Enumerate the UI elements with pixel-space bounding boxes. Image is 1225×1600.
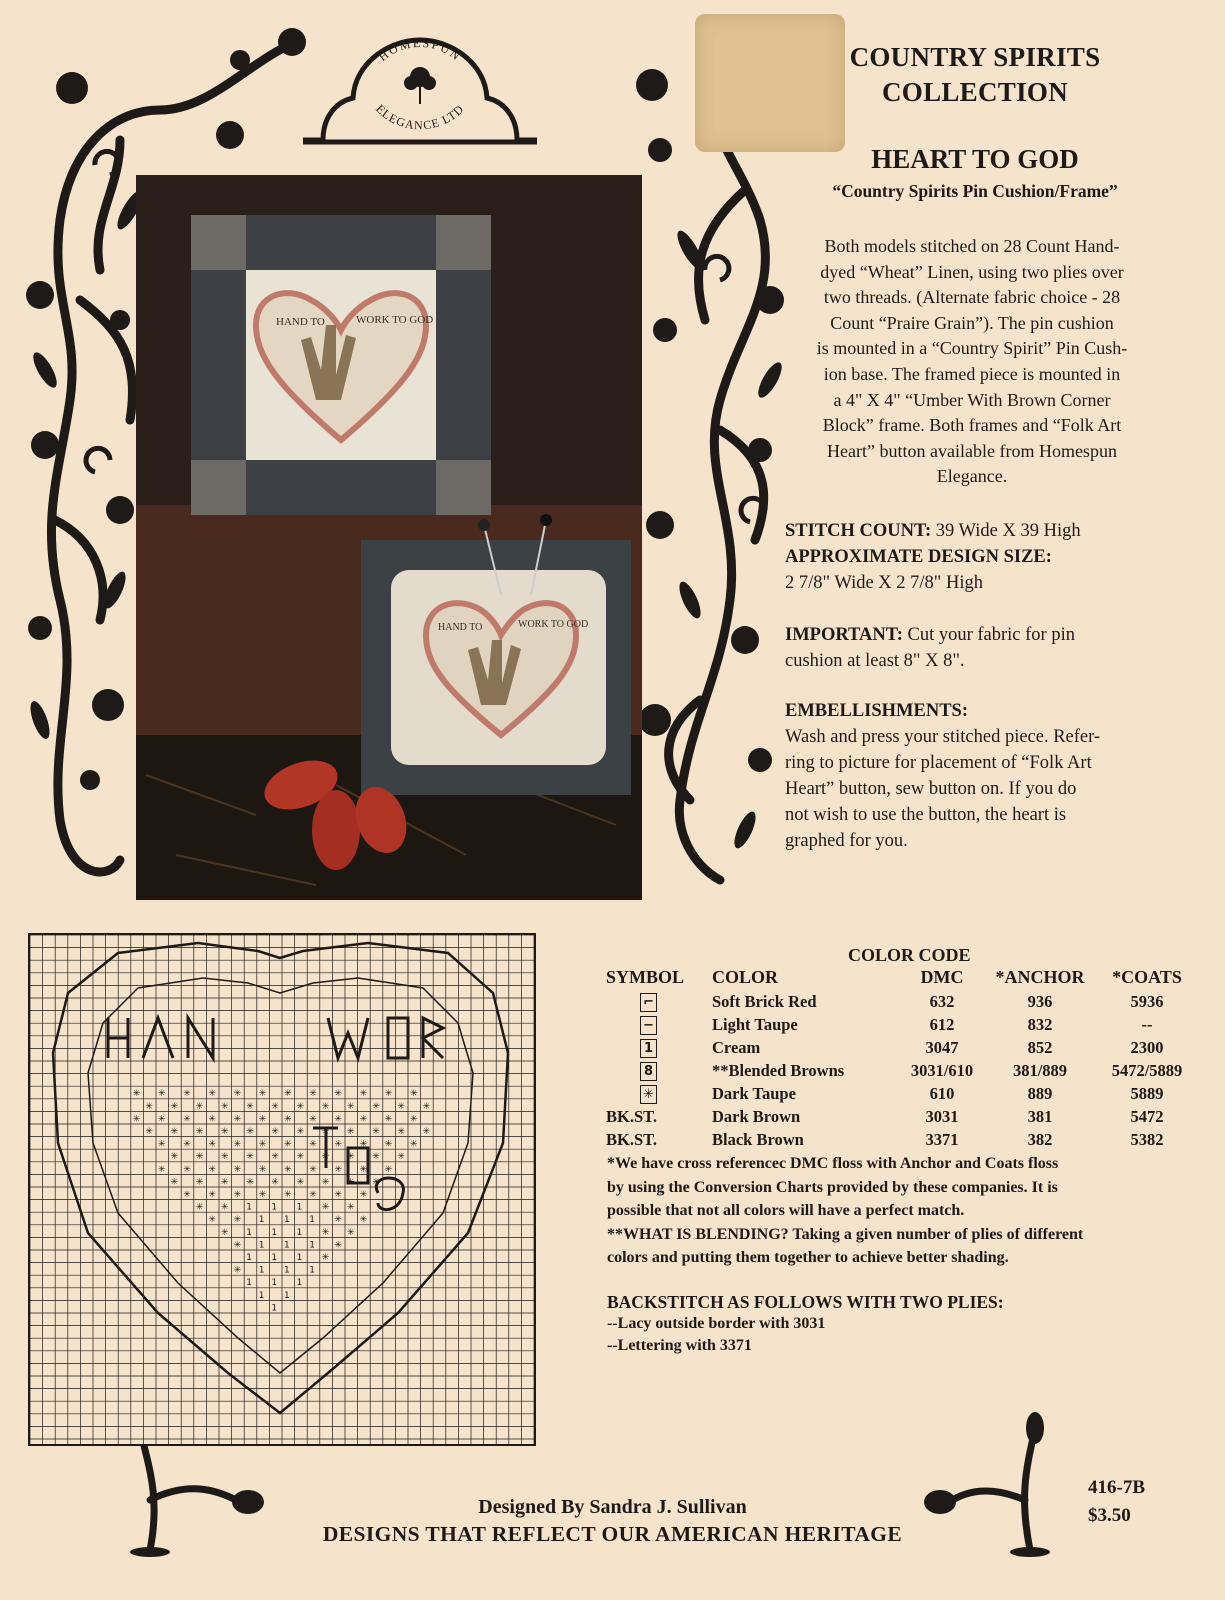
important-text: Cut your fabric for pin bbox=[907, 625, 1075, 645]
stitch-symbol: ✳ bbox=[334, 1114, 342, 1125]
cell-symbol bbox=[606, 1105, 712, 1128]
stitch-count-value: 39 Wide X 39 High bbox=[935, 521, 1081, 541]
description-line: a 4" X 4" “Umber With Brown Corner bbox=[833, 389, 1111, 410]
description-line: Elegance. bbox=[936, 466, 1008, 487]
stitch-symbol: ✳ bbox=[170, 1101, 179, 1112]
stitch-symbol: 1 bbox=[284, 1290, 290, 1301]
stitch-symbol: ✳ bbox=[309, 1190, 317, 1200]
stitch-symbol: ✳ bbox=[170, 1152, 179, 1163]
cell-dmc: 3371 bbox=[925, 1129, 959, 1149]
stitch-symbol: ✳ bbox=[284, 1089, 292, 1100]
stitch-symbol: ✳ bbox=[208, 1139, 216, 1150]
stitch-symbol: ✳ bbox=[334, 1190, 342, 1200]
stitch-symbol: ✳ bbox=[397, 1101, 405, 1112]
photo-cushion-text-a: HAND TO bbox=[438, 622, 483, 633]
stitch-symbol: ✳ bbox=[334, 1240, 342, 1251]
backstitch-title: BACKSTITCH AS FOLLOWS WITH TWO PLIES: bbox=[607, 1292, 1004, 1312]
stitch-symbol: 1 bbox=[246, 1202, 252, 1213]
stitch-symbol: 1 bbox=[246, 1278, 252, 1289]
pattern-number: 416-7B bbox=[1088, 1477, 1145, 1498]
stitch-symbol: ✳ bbox=[195, 1152, 204, 1163]
stitch-symbol: 1 bbox=[296, 1253, 303, 1263]
cell-anchor: 381 bbox=[1027, 1106, 1053, 1126]
product-photo bbox=[136, 175, 642, 900]
stitch-symbol: ✳ bbox=[410, 1114, 418, 1125]
stitch-symbol: ✳ bbox=[195, 1177, 204, 1188]
collection-title-line: COLLECTION bbox=[881, 77, 1069, 107]
color-row bbox=[606, 1059, 1202, 1082]
floss-notes bbox=[607, 1152, 1177, 1270]
stitch-symbol: ✳ bbox=[195, 1202, 204, 1213]
logo-top-text: HOMESPUN bbox=[375, 35, 465, 65]
stitch-symbol: ✳ bbox=[271, 1152, 279, 1163]
stitch-symbol: ✳ bbox=[284, 1114, 292, 1125]
stitch-symbol: ✳ bbox=[284, 1190, 292, 1200]
stitch-symbol: ✳ bbox=[233, 1240, 242, 1251]
stitch-symbol: 1 bbox=[258, 1290, 265, 1301]
stitch-symbol: 1 bbox=[309, 1215, 315, 1226]
stitch-symbol: 1 bbox=[246, 1253, 252, 1263]
design-size-label: APPROXIMATE DESIGN SIZE: bbox=[785, 547, 1052, 567]
cell-coats: 5472/5889 bbox=[1111, 1060, 1183, 1080]
stitch-symbol: ✳ bbox=[384, 1114, 393, 1125]
stitch-symbol: ✳ bbox=[410, 1139, 418, 1150]
stitch-symbol: ✳ bbox=[372, 1152, 380, 1163]
cell-coats: 5889 bbox=[1130, 1083, 1164, 1103]
stitch-symbol: 1 bbox=[296, 1202, 303, 1213]
important-label: IMPORTANT: bbox=[785, 625, 903, 645]
tree-icon bbox=[405, 68, 435, 104]
stitch-symbol: ✳ bbox=[258, 1139, 267, 1150]
stitch-symbol: ✳ bbox=[321, 1202, 330, 1213]
stitch-symbol: 1 bbox=[309, 1265, 315, 1276]
stitch-symbol: ✳ bbox=[347, 1177, 355, 1188]
photo-cushion-text-b: WORK TO GOD bbox=[518, 619, 589, 630]
stitch-symbol: 1 bbox=[309, 1240, 315, 1251]
homespun-elegance-logo bbox=[295, 22, 545, 152]
stitch-specs bbox=[785, 518, 1185, 596]
svg-text:ELEGANCE LTD bbox=[373, 102, 467, 133]
stitch-symbol: ✳ bbox=[258, 1164, 267, 1175]
photo-frame-text-a: HAND TO bbox=[276, 316, 325, 328]
stitch-symbol: 1 bbox=[284, 1265, 290, 1276]
stitch-symbol: ✳ bbox=[233, 1139, 242, 1150]
cell-dmc: 3031/610 bbox=[910, 1060, 974, 1080]
stitch-symbol: ✳ bbox=[347, 1152, 355, 1163]
svg-text:HOMESPUN bbox=[376, 36, 464, 64]
important-note bbox=[785, 622, 1165, 674]
collection-title bbox=[810, 40, 1140, 110]
stitch-symbol: ✳ bbox=[296, 1177, 305, 1188]
stitch-symbol: 1 bbox=[258, 1265, 265, 1276]
cell-anchor: 381/889 bbox=[1012, 1060, 1068, 1080]
stitch-symbol: ✳ bbox=[372, 1101, 380, 1112]
important-text: cushion at least 8" X 8". bbox=[785, 651, 965, 671]
stitch-symbol: ✳ bbox=[347, 1101, 355, 1112]
cell-symbol bbox=[606, 1059, 712, 1082]
cell-dmc: 632 bbox=[929, 991, 955, 1011]
header-color: COLOR bbox=[712, 966, 779, 987]
note-line: **WHAT IS BLENDING? Taking a given number of plies of different bbox=[607, 1225, 1084, 1243]
note-line: by using the Conversion Charts provided by these companies. It is bbox=[607, 1178, 1058, 1196]
stitch-symbol: ✳ bbox=[309, 1139, 317, 1150]
stitch-symbol: ✳ bbox=[309, 1114, 317, 1125]
stitch-symbol: ✳ bbox=[359, 1139, 368, 1150]
stitch-symbol: ✳ bbox=[384, 1089, 393, 1100]
cell-coats: 2300 bbox=[1130, 1037, 1164, 1057]
color-code-table bbox=[606, 966, 1202, 1151]
backstitch-lines bbox=[607, 1313, 825, 1357]
stitch-symbol: ✳ bbox=[284, 1139, 292, 1150]
description-line: Block” frame. Both frames and “Folk Art bbox=[822, 415, 1122, 436]
color-table-header bbox=[606, 966, 1202, 990]
stitch-symbol: ✳ bbox=[208, 1215, 216, 1226]
stitch-symbol: ✳ bbox=[334, 1164, 342, 1175]
stitch-symbol: ✳ bbox=[296, 1127, 305, 1137]
note-line: possible that not all colors will have a perfect match. bbox=[607, 1202, 965, 1219]
cell-coats: 5382 bbox=[1130, 1129, 1164, 1149]
embellishments-label: EMBELLISHMENTS: bbox=[785, 701, 968, 721]
stitch-symbol: ✳ bbox=[271, 1101, 279, 1112]
stitch-symbol: ✳ bbox=[372, 1127, 380, 1137]
cell-symbol bbox=[606, 990, 712, 1013]
cell-coats: 5936 bbox=[1130, 991, 1164, 1011]
photo-frame-text-b: WORK TO GOD bbox=[356, 314, 434, 326]
stitch-symbol: ✳ bbox=[321, 1101, 330, 1112]
stitch-symbol: ✳ bbox=[170, 1177, 179, 1188]
stitch-symbol: ✳ bbox=[221, 1202, 229, 1213]
cell-symbol bbox=[606, 1013, 712, 1036]
stitch-symbol: ✳ bbox=[321, 1127, 330, 1137]
header-anchor: *ANCHOR bbox=[995, 966, 1085, 987]
cell-anchor: 832 bbox=[1027, 1014, 1053, 1034]
stitch-symbol: ✳ bbox=[410, 1089, 418, 1100]
description-line: Both models stitched on 28 Count Hand- bbox=[824, 236, 1120, 256]
header-coats: *COATS bbox=[1112, 966, 1182, 987]
embellishments-line: not wish to use the button, the heart is bbox=[785, 805, 1067, 825]
description-line: Heart” button available from Homespun bbox=[827, 440, 1117, 461]
stitch-symbol: ✳ bbox=[359, 1114, 368, 1125]
design-size-value: 2 7/8" Wide X 2 7/8" High bbox=[785, 573, 983, 593]
stitch-symbol: 1 bbox=[284, 1215, 290, 1226]
stitch-symbol: ✳ bbox=[384, 1139, 393, 1150]
design-subtitle: “Country Spirits Pin Cushion/Frame” bbox=[832, 181, 1118, 201]
stitch-symbol: ✳ bbox=[132, 1114, 141, 1125]
cell-color: **Blended Browns bbox=[712, 1060, 845, 1080]
stitch-symbol: ✳ bbox=[158, 1089, 166, 1100]
stitch-count-label: STITCH COUNT: bbox=[785, 521, 932, 541]
description bbox=[784, 234, 1160, 490]
color-row bbox=[606, 1105, 1202, 1128]
cell-anchor: 382 bbox=[1027, 1129, 1053, 1149]
stitch-symbol: 1 bbox=[258, 1215, 265, 1226]
stitch-symbol: ✳ bbox=[296, 1101, 305, 1112]
stitch-symbol: ✳ bbox=[233, 1089, 242, 1100]
stitch-symbol: ✳ bbox=[321, 1253, 330, 1263]
stitch-symbol: ✳ bbox=[359, 1164, 368, 1175]
embellishments-line: graphed for you. bbox=[785, 831, 908, 851]
stitch-symbol: ✳ bbox=[271, 1177, 279, 1188]
description-line: dyed “Wheat” Linen, using two plies over bbox=[820, 261, 1124, 282]
description-line: Count “Praire Grain”). The pin cushion bbox=[830, 312, 1114, 333]
cell-dmc: 3031 bbox=[925, 1106, 959, 1126]
embellishments bbox=[785, 698, 1165, 854]
stitch-symbol: ✳ bbox=[334, 1215, 342, 1226]
stitch-symbol: ✳ bbox=[422, 1101, 431, 1112]
stitch-symbol: ✳ bbox=[246, 1152, 254, 1163]
stitch-symbol: ✳ bbox=[233, 1215, 242, 1226]
symbol-box: 8 bbox=[640, 1062, 657, 1081]
cell-color: Dark Brown bbox=[712, 1106, 801, 1126]
cell-dmc: 3047 bbox=[925, 1037, 959, 1057]
stitch-symbol: ✳ bbox=[359, 1215, 368, 1226]
stitch-symbol: ✳ bbox=[158, 1164, 166, 1175]
stitch-symbol: ✳ bbox=[258, 1114, 267, 1125]
header-dmc: DMC bbox=[920, 966, 964, 987]
stitch-symbol: ✳ bbox=[271, 1127, 279, 1137]
symbol-label: BK.ST. bbox=[606, 1106, 658, 1126]
stitch-symbol: ✳ bbox=[246, 1177, 254, 1188]
cell-coats: -- bbox=[1141, 1014, 1153, 1034]
symbol-box: 1 bbox=[640, 1039, 657, 1058]
logo-bottom-text: ELEGANCE LTD bbox=[373, 101, 467, 133]
cell-symbol bbox=[606, 1082, 712, 1105]
stitch-symbol: ✳ bbox=[321, 1177, 330, 1188]
note-line: colors and putting them together to achieve better shading. bbox=[607, 1249, 1009, 1266]
stitch-symbol: 1 bbox=[271, 1278, 278, 1289]
stitch-symbol: ✳ bbox=[221, 1177, 229, 1188]
description-line: two threads. (Alternate fabric choice - 28 bbox=[823, 287, 1121, 308]
stitch-symbol: ✳ bbox=[221, 1101, 229, 1112]
chart-grid bbox=[30, 935, 534, 1444]
stitch-symbol: ✳ bbox=[334, 1139, 342, 1150]
color-row bbox=[606, 1082, 1202, 1105]
stitch-symbol: ✳ bbox=[321, 1152, 330, 1163]
stitch-symbol: ✳ bbox=[334, 1089, 342, 1100]
stitch-symbol: ✳ bbox=[208, 1164, 216, 1175]
stitch-symbol: ✳ bbox=[183, 1089, 191, 1100]
designer-credit: Designed By Sandra J. Sullivan bbox=[478, 1496, 747, 1518]
embellishments-line: Wash and press your stitched piece. Refer- bbox=[785, 727, 1101, 747]
stitch-symbol: 1 bbox=[246, 1227, 252, 1238]
stitch-symbol: ✳ bbox=[397, 1127, 405, 1137]
backstitch-line: --Lacy outside border with 3031 bbox=[607, 1315, 826, 1332]
stitch-symbol: ✳ bbox=[309, 1089, 317, 1100]
stitch-symbol: ✳ bbox=[145, 1127, 153, 1137]
stitch-symbol: 1 bbox=[296, 1227, 303, 1238]
stitch-symbol: ✳ bbox=[195, 1127, 204, 1137]
color-row bbox=[606, 1036, 1202, 1059]
stitch-symbol: ✳ bbox=[158, 1114, 166, 1125]
stitch-symbol: 1 bbox=[296, 1278, 303, 1289]
cell-dmc: 612 bbox=[929, 1014, 955, 1034]
stitch-symbol: ✳ bbox=[347, 1202, 355, 1213]
stitch-symbol: ✳ bbox=[347, 1227, 355, 1238]
embellishments-line: ring to picture for placement of “Folk Art bbox=[785, 753, 1092, 773]
stitch-symbol: ✳ bbox=[221, 1127, 229, 1137]
stitch-symbol: 1 bbox=[258, 1240, 265, 1251]
stitch-symbol: 1 bbox=[284, 1240, 290, 1251]
stitch-symbol: ✳ bbox=[183, 1164, 191, 1175]
stitch-symbol: ✳ bbox=[195, 1101, 204, 1112]
stitch-symbol: ✳ bbox=[233, 1164, 242, 1175]
symbol-label: BK.ST. bbox=[606, 1129, 658, 1149]
stitch-symbol: 1 bbox=[271, 1202, 278, 1213]
stitch-symbol: ✳ bbox=[183, 1114, 191, 1125]
symbol-box: ⌐ bbox=[640, 993, 657, 1012]
stitch-symbol: ✳ bbox=[359, 1089, 368, 1100]
stitch-symbol: ✳ bbox=[359, 1190, 368, 1200]
stitch-symbol: ✳ bbox=[221, 1152, 229, 1163]
cell-color: Black Brown bbox=[712, 1129, 804, 1149]
color-code-title: COLOR CODE bbox=[848, 945, 971, 965]
stitch-symbol: ✳ bbox=[208, 1190, 216, 1200]
stitch-symbol: ✳ bbox=[132, 1089, 141, 1100]
stitch-symbol: ✳ bbox=[258, 1190, 267, 1200]
cell-dmc: 610 bbox=[929, 1083, 955, 1103]
stitch-symbol: ✳ bbox=[246, 1127, 254, 1137]
cell-color: Cream bbox=[712, 1037, 761, 1057]
description-line: is mounted in a “Country Spirit” Pin Cush- bbox=[816, 338, 1128, 359]
cell-anchor: 936 bbox=[1027, 991, 1053, 1011]
cross-stitch-chart bbox=[28, 933, 536, 1446]
color-row bbox=[606, 1128, 1202, 1151]
tagline: DESIGNS THAT REFLECT OUR AMERICAN HERITAGE bbox=[322, 1522, 903, 1546]
description-line: ion base. The framed piece is mounted in bbox=[823, 363, 1121, 384]
header-symbol: SYMBOL bbox=[606, 966, 685, 987]
design-title: HEART TO GOD bbox=[871, 144, 1079, 174]
cell-symbol bbox=[606, 1036, 712, 1059]
stitch-symbol: ✳ bbox=[309, 1164, 317, 1175]
cell-color: Light Taupe bbox=[712, 1014, 798, 1034]
stitch-symbol: ✳ bbox=[183, 1139, 191, 1150]
stitch-symbol: ✳ bbox=[158, 1139, 166, 1150]
stitch-symbol: ✳ bbox=[284, 1164, 292, 1175]
stitch-symbol: ✳ bbox=[233, 1190, 242, 1200]
stitch-symbol: ✳ bbox=[422, 1127, 431, 1137]
embellishments-line: Heart” button, sew button on. If you do bbox=[785, 779, 1077, 799]
stitch-symbol: ✳ bbox=[321, 1227, 330, 1238]
stitch-symbol: ✳ bbox=[347, 1127, 355, 1137]
stitch-symbol: ✳ bbox=[384, 1164, 393, 1175]
stitch-symbol: ✳ bbox=[208, 1089, 216, 1100]
stitch-symbol: ✳ bbox=[208, 1114, 216, 1125]
stitch-symbol: ✳ bbox=[233, 1265, 242, 1276]
cell-color: Soft Brick Red bbox=[712, 991, 817, 1011]
symbol-box: ✳ bbox=[640, 1085, 657, 1104]
cell-anchor: 889 bbox=[1027, 1083, 1053, 1103]
stitch-symbol: ✳ bbox=[372, 1177, 380, 1188]
stitch-symbol: ✳ bbox=[170, 1127, 179, 1137]
cell-color: Dark Taupe bbox=[712, 1083, 796, 1103]
stitch-symbol: ✳ bbox=[233, 1114, 242, 1125]
stitch-symbol: ✳ bbox=[246, 1101, 254, 1112]
stitch-symbol: 1 bbox=[271, 1253, 278, 1263]
cell-symbol bbox=[606, 1128, 712, 1151]
backstitch-line: --Lettering with 3371 bbox=[607, 1337, 752, 1354]
stitch-symbol: ✳ bbox=[221, 1227, 229, 1238]
symbol-box: − bbox=[640, 1016, 657, 1035]
stitch-symbol: ✳ bbox=[296, 1152, 305, 1163]
cell-coats: 5472 bbox=[1130, 1106, 1164, 1126]
stitch-symbol: ✳ bbox=[183, 1190, 191, 1200]
stitch-symbol: ✳ bbox=[397, 1152, 405, 1163]
collection-title-line: COUNTRY SPIRITS bbox=[849, 42, 1101, 72]
stitch-symbol: ✳ bbox=[145, 1101, 153, 1112]
stitch-symbol: 1 bbox=[271, 1303, 278, 1314]
cell-anchor: 852 bbox=[1027, 1037, 1053, 1057]
color-row bbox=[606, 1013, 1202, 1036]
price: $3.50 bbox=[1088, 1505, 1131, 1526]
stitch-symbol: ✳ bbox=[258, 1089, 267, 1100]
note-line: *We have cross referencec DMC floss with Anchor and Coats floss bbox=[607, 1155, 1059, 1172]
stitch-symbol: 1 bbox=[271, 1227, 278, 1238]
color-row bbox=[606, 990, 1202, 1013]
